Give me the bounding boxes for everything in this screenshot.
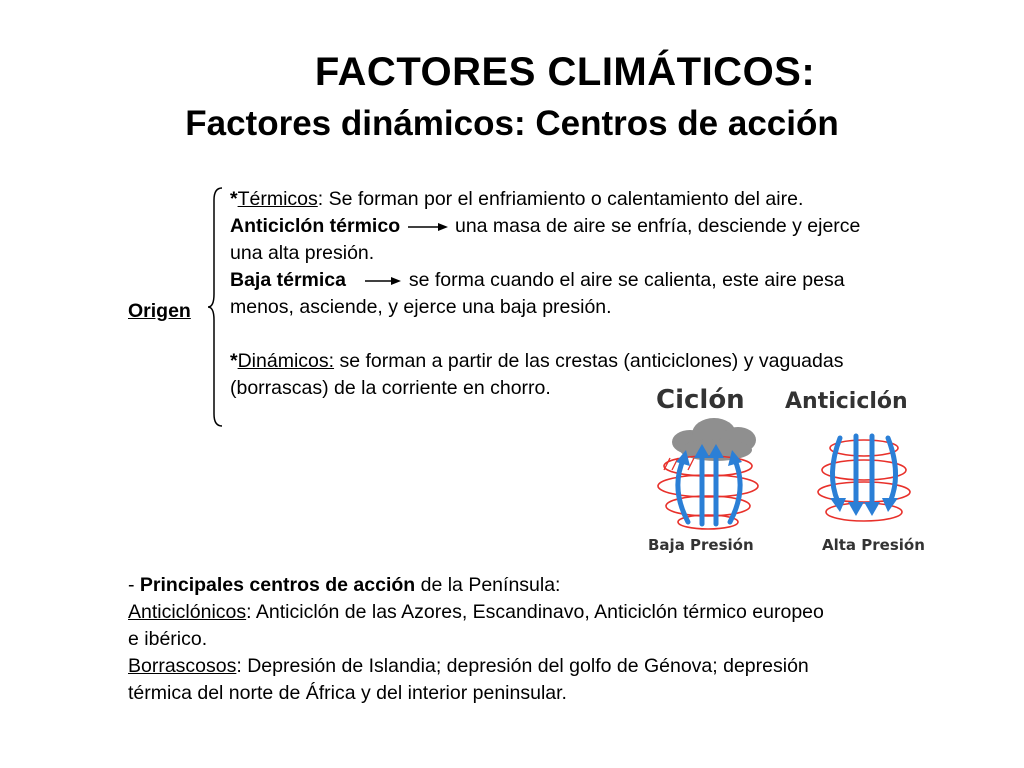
borrascosos-line-2: térmica del norte de África y del interior peninsular. <box>128 682 567 704</box>
anticyclone-caption: Alta Presión <box>822 536 925 554</box>
termicos-colon: : <box>317 188 324 210</box>
right-arrow-icon <box>406 221 450 233</box>
termicos-prefix: * <box>230 188 238 210</box>
anticyclone-icon <box>818 436 910 521</box>
main-action-centers <box>128 572 824 707</box>
borrascosos-line <box>128 653 824 680</box>
anticiclonicos-term: Anticiclónicos <box>128 601 247 623</box>
cyclone-title: Ciclón <box>656 385 745 415</box>
anticiclonicos-text: : Anticiclón de las Azores, Escandinavo, Anticiclón térmico europeo <box>246 601 824 623</box>
dinamicos-line <box>230 348 860 375</box>
anticiclon-termico-text: una masa de aire se enfría, desciende y ejerce <box>454 215 861 237</box>
sinking-air-arrows-icon <box>832 436 895 504</box>
anticiclonicos-line-2: e ibérico. <box>128 628 208 650</box>
termicos-text: Se forman por el enfriamiento o calentamiento del aire. <box>323 188 804 210</box>
anticiclonicos-line <box>128 599 824 626</box>
centers-intro-rest: de la Península: <box>415 574 561 596</box>
cyclone-caption: Baja Presión <box>648 536 754 554</box>
slide-title: FACTORES CLIMÁTICOS: <box>314 50 816 94</box>
anticiclon-termico-line <box>230 213 860 240</box>
curly-brace-icon <box>206 186 226 428</box>
dinamicos-prefix: * <box>230 350 238 372</box>
centers-intro-line <box>128 572 824 599</box>
termicos-term: Térmicos <box>237 188 318 210</box>
borrascosos-text: : Depresión de Islandia; depresión del golfo de Génova; depresión <box>236 655 809 677</box>
dinamicos-term: Dinámicos: <box>237 350 335 372</box>
anticiclon-termico-line-2: una alta presión. <box>230 242 375 264</box>
origin-description <box>230 186 860 402</box>
dinamicos-text: se forman a partir de las crestas (anticiclones) y vaguadas <box>334 350 844 372</box>
borrascosos-term: Borrascosos <box>128 655 237 677</box>
dinamicos-line-2: (borrascas) de la corriente en chorro. <box>230 377 551 399</box>
baja-termica-text: se forma cuando el aire se calienta, este aire pesa <box>408 269 845 291</box>
cyclone-icon <box>658 418 758 529</box>
baja-termica-line-2: menos, asciende, y ejerce una baja presión. <box>230 296 612 318</box>
origin-label: Origen <box>128 300 191 322</box>
anticyclone-title: Anticiclón <box>785 389 908 414</box>
cyclone-anticyclone-diagram <box>640 378 950 558</box>
slide-subtitle: Factores dinámicos: Centros de acción <box>185 104 839 143</box>
baja-termica-term: Baja térmica <box>230 269 346 291</box>
anticiclon-termico-term: Anticiclón térmico <box>230 215 401 237</box>
spacer <box>230 321 860 348</box>
termicos-line <box>230 186 860 213</box>
baja-termica-line <box>230 267 860 294</box>
centers-intro-prefix: - <box>128 574 140 596</box>
centers-intro-bold: Principales centros de acción <box>139 574 416 596</box>
right-arrow-icon <box>359 275 403 287</box>
